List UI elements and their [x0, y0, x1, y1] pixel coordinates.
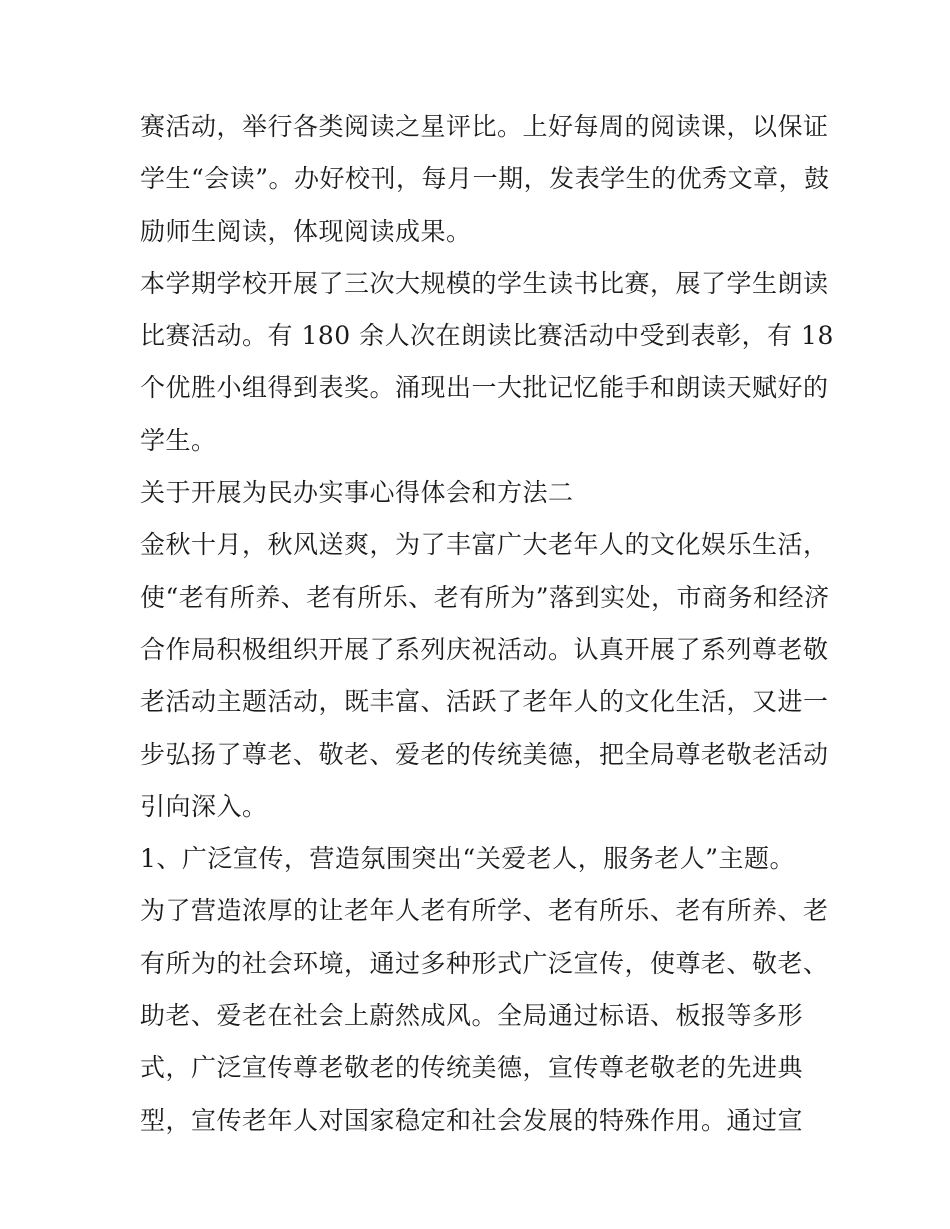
text-line: 个优胜小组得到表奖。涌现出一大批记忆能手和朗读天赋好的: [140, 373, 829, 403]
text-line: 学生。: [140, 425, 217, 455]
text-line: 合作局积极组织开展了系列庆祝活动。认真开展了系列尊老敬: [140, 634, 829, 664]
document-body: [140, 101, 834, 1147]
text-line: 有所为的社会环境，通过多种形式广泛宣传，使尊老、敬老、: [140, 948, 829, 978]
text-line: 助老、爱老在社会上蔚然成风。全局通过标语、板报等多形: [140, 1001, 804, 1031]
text-line: 使“老有所养、老有所乐、老有所为”落到实处，市商务和经济: [140, 582, 830, 612]
text-line: 引向深入。: [140, 791, 268, 821]
text-line: 本学期学校开展了三次大规模的学生读书比赛，展了学生朗读: [140, 268, 829, 298]
text-line: 式，广泛宣传尊老敬老的传统美德，宣传尊老敬老的先进典: [140, 1053, 804, 1083]
subheading-line: 1、广泛宣传，营造氛围突出“关爱老人，服务老人”主题。: [140, 844, 795, 874]
text-line: 学生“会读”。办好校刊，每月一期，发表学生的优秀文章，鼓: [140, 164, 830, 194]
text-line: 为了营造浓厚的让老年人老有所学、老有所乐、老有所养、老: [140, 896, 829, 926]
text-line: 比赛活动。有 180 余人次在朗读比赛活动中受到表彰，有 18: [140, 321, 834, 351]
text-line: 步弘扬了尊老、敬老、爱老的传统美德，把全局尊老敬老活动: [140, 739, 829, 769]
text-line: 老活动主题活动，既丰富、活跃了老年人的文化生活，又进一: [140, 687, 829, 717]
text-line: 励师生阅读，体现阅读成果。: [140, 216, 472, 246]
text-line: 型，宣传老年人对国家稳定和社会发展的特殊作用。通过宣: [140, 1105, 804, 1135]
text-line: 金秋十月，秋风送爽，为了丰富广大老年人的文化娱乐生活，: [140, 530, 829, 560]
text-line: 赛活动，举行各类阅读之星评比。上好每周的阅读课，以保证: [140, 112, 829, 141]
section-heading: 关于开展为民办实事心得体会和方法二: [140, 478, 574, 508]
